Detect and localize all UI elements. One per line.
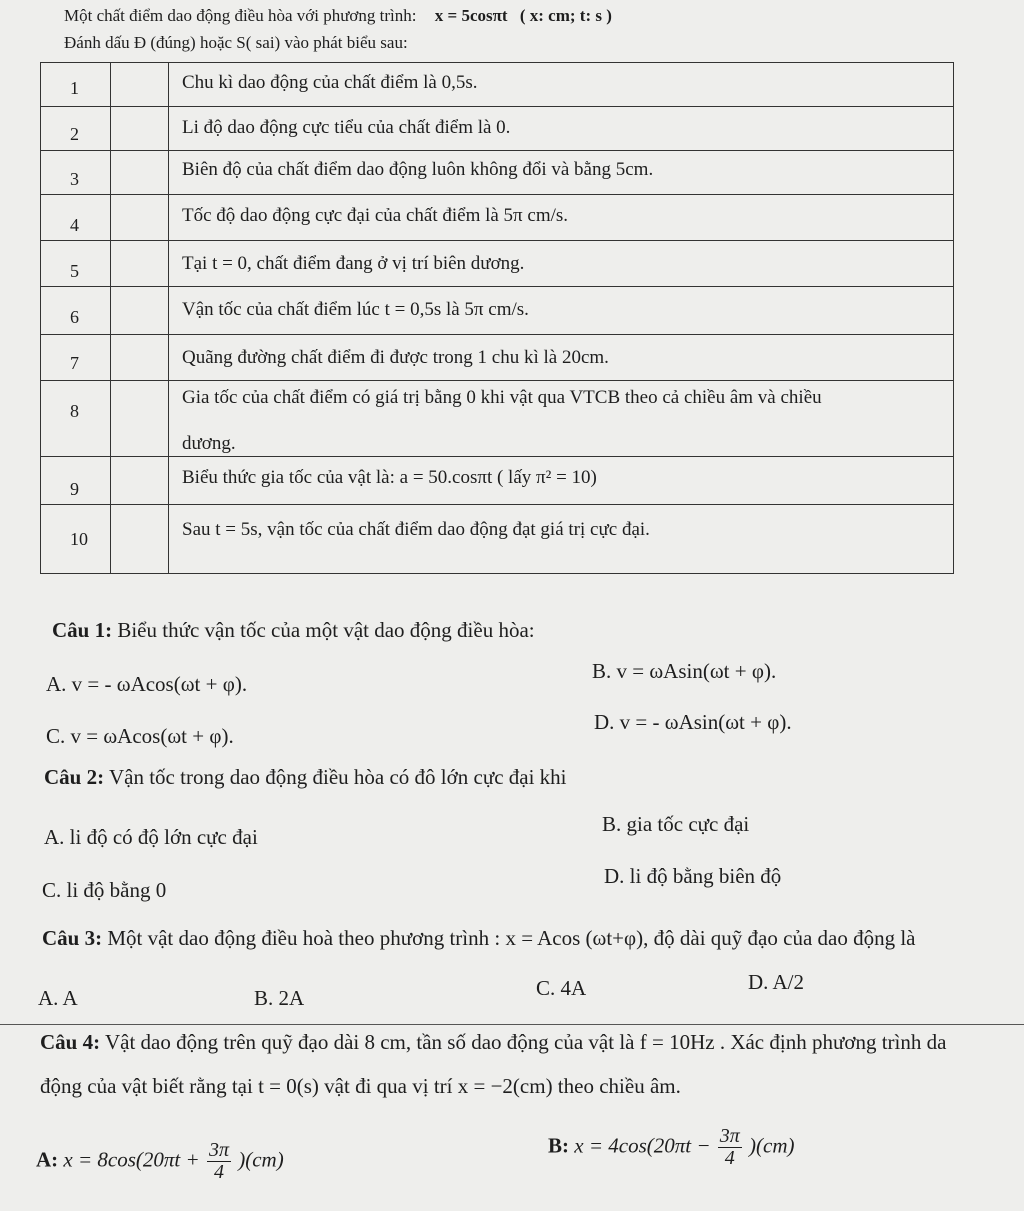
question-1 (52, 618, 535, 643)
q4-option-b-fraction (718, 1126, 742, 1169)
q3-option-c[interactable]: C. 4A (536, 976, 587, 1000)
table-row (40, 334, 954, 381)
true-false-table (40, 62, 954, 574)
row-number: 3 (70, 169, 79, 189)
question-3 (42, 926, 916, 951)
question-2-label: Câu 2: (44, 765, 105, 789)
table-row (40, 106, 954, 151)
q2-option-d[interactable]: D. li độ bằng biên độ (604, 864, 782, 888)
question-3-text: Một vật dao động điều hoà theo phương trình : x = Acos (ωt+φ), độ dài quỹ đạo của dao động là (107, 926, 916, 950)
q4-option-b-post: )(cm) (749, 1133, 795, 1158)
intro-equation: x = 5cosπt (434, 6, 508, 25)
table-row (40, 62, 954, 106)
intro-text: Một chất điểm dao động điều hòa với phương trình: (64, 6, 417, 25)
row-statement-continued: dương. (182, 433, 236, 454)
row-statement: Tại t = 0, chất điểm đang ở vị trí biên dương. (182, 253, 525, 274)
q4-option-b-label: B: (548, 1133, 569, 1158)
row-statement: Gia tốc của chất điểm có giá trị bằng 0 khi vật qua VTCB theo cả chiều âm và chiều (182, 387, 822, 408)
table-row (40, 286, 954, 335)
q3-option-a[interactable]: A. A (38, 986, 78, 1010)
row-number: 7 (70, 353, 79, 373)
instruction-line: Đánh dấu Đ (đúng) hoặc S( sai) vào phát biểu sau: (64, 33, 408, 52)
row-number: 5 (70, 261, 79, 281)
q4-option-b[interactable] (548, 1126, 795, 1169)
page-fold-line (0, 1024, 1024, 1025)
q4-option-a-label: A: (36, 1147, 59, 1172)
row-number: 10 (70, 529, 88, 549)
question-1-label: Câu 1: (52, 618, 113, 642)
row-number: 6 (70, 307, 79, 327)
q4-option-a-post: )(cm) (238, 1147, 284, 1172)
question-4-text-continued: động của vật biết rằng tại t = 0(s) vật đi qua vị trí x = −2(cm) theo chiều âm. (40, 1074, 681, 1098)
row-statement: Biểu thức gia tốc của vật là: a = 50.cosπt ( lấy π² = 10) (182, 467, 597, 488)
q1-option-a[interactable]: A. v = - ωAcos(ωt + φ). (46, 672, 248, 696)
question-4 (40, 1030, 946, 1055)
row-number: 1 (70, 78, 79, 98)
q1-option-c[interactable]: C. v = ωAcos(ωt + φ). (46, 724, 234, 748)
row-number: 8 (70, 401, 79, 421)
q2-option-c[interactable]: C. li độ bằng 0 (42, 878, 167, 902)
question-4-text: Vật dao động trên quỹ đạo dài 8 cm, tần số dao động của vật là f = 10Hz . Xác định phương trình da (104, 1030, 947, 1054)
q4-option-a-denominator: 4 (213, 1161, 224, 1183)
question-4-label: Câu 4: (40, 1030, 101, 1054)
row-statement: Sau t = 5s, vận tốc của chất điểm dao động đạt giá trị cực đại. (182, 519, 650, 540)
question-1-text: Biểu thức vận tốc của một vật dao động điều hòa: (117, 618, 535, 642)
intro-units: ( x: cm; t: s ) (519, 6, 612, 25)
q4-option-a-fraction (207, 1140, 231, 1183)
row-statement: Li độ dao động cực tiểu của chất điểm là 0. (182, 117, 511, 138)
q2-option-a[interactable]: A. li độ có độ lớn cực đại (44, 825, 258, 849)
row-number: 9 (70, 479, 79, 499)
intro-line (64, 6, 612, 26)
row-statement: Quãng đường chất điểm đi được trong 1 chu kì là 20cm. (182, 347, 609, 368)
question-2-text: Vận tốc trong dao động điều hòa có đô lớn cực đại khi (108, 765, 567, 789)
q4-option-b-numerator: 3π (719, 1125, 740, 1147)
table-row (40, 504, 954, 575)
row-number: 4 (70, 215, 79, 235)
q3-option-b[interactable]: B. 2A (254, 986, 305, 1010)
q3-option-d[interactable]: D. A/2 (748, 970, 805, 994)
row-statement: Tốc độ dao động cực đại của chất điểm là 5π cm/s. (182, 205, 569, 226)
row-number: 2 (70, 124, 79, 144)
table-row (40, 240, 954, 287)
q4-option-a[interactable] (36, 1140, 284, 1183)
row-statement: Chu kì dao động của chất điểm là 0,5s. (182, 72, 478, 93)
table-row (40, 456, 954, 505)
question-2 (44, 765, 567, 790)
q4-option-b-pre: x = 4cos(20πt − (574, 1133, 711, 1158)
q1-option-d[interactable]: D. v = - ωAsin(ωt + φ). (594, 710, 792, 734)
row-statement: Biên độ của chất điểm dao động luôn không đổi và bằng 5cm. (182, 159, 654, 180)
q4-option-b-denominator: 4 (724, 1147, 735, 1169)
table-row (40, 380, 954, 457)
q4-option-a-numerator: 3π (208, 1139, 229, 1161)
question-3-label: Câu 3: (42, 926, 103, 950)
q1-option-b[interactable]: B. v = ωAsin(ωt + φ). (592, 659, 777, 683)
table-row (40, 194, 954, 241)
table-row (40, 150, 954, 195)
q4-option-a-pre: x = 8cos(20πt + (63, 1147, 200, 1172)
q2-option-b[interactable]: B. gia tốc cực đại (602, 812, 750, 836)
row-statement: Vận tốc của chất điểm lúc t = 0,5s là 5π cm/s. (182, 299, 529, 320)
